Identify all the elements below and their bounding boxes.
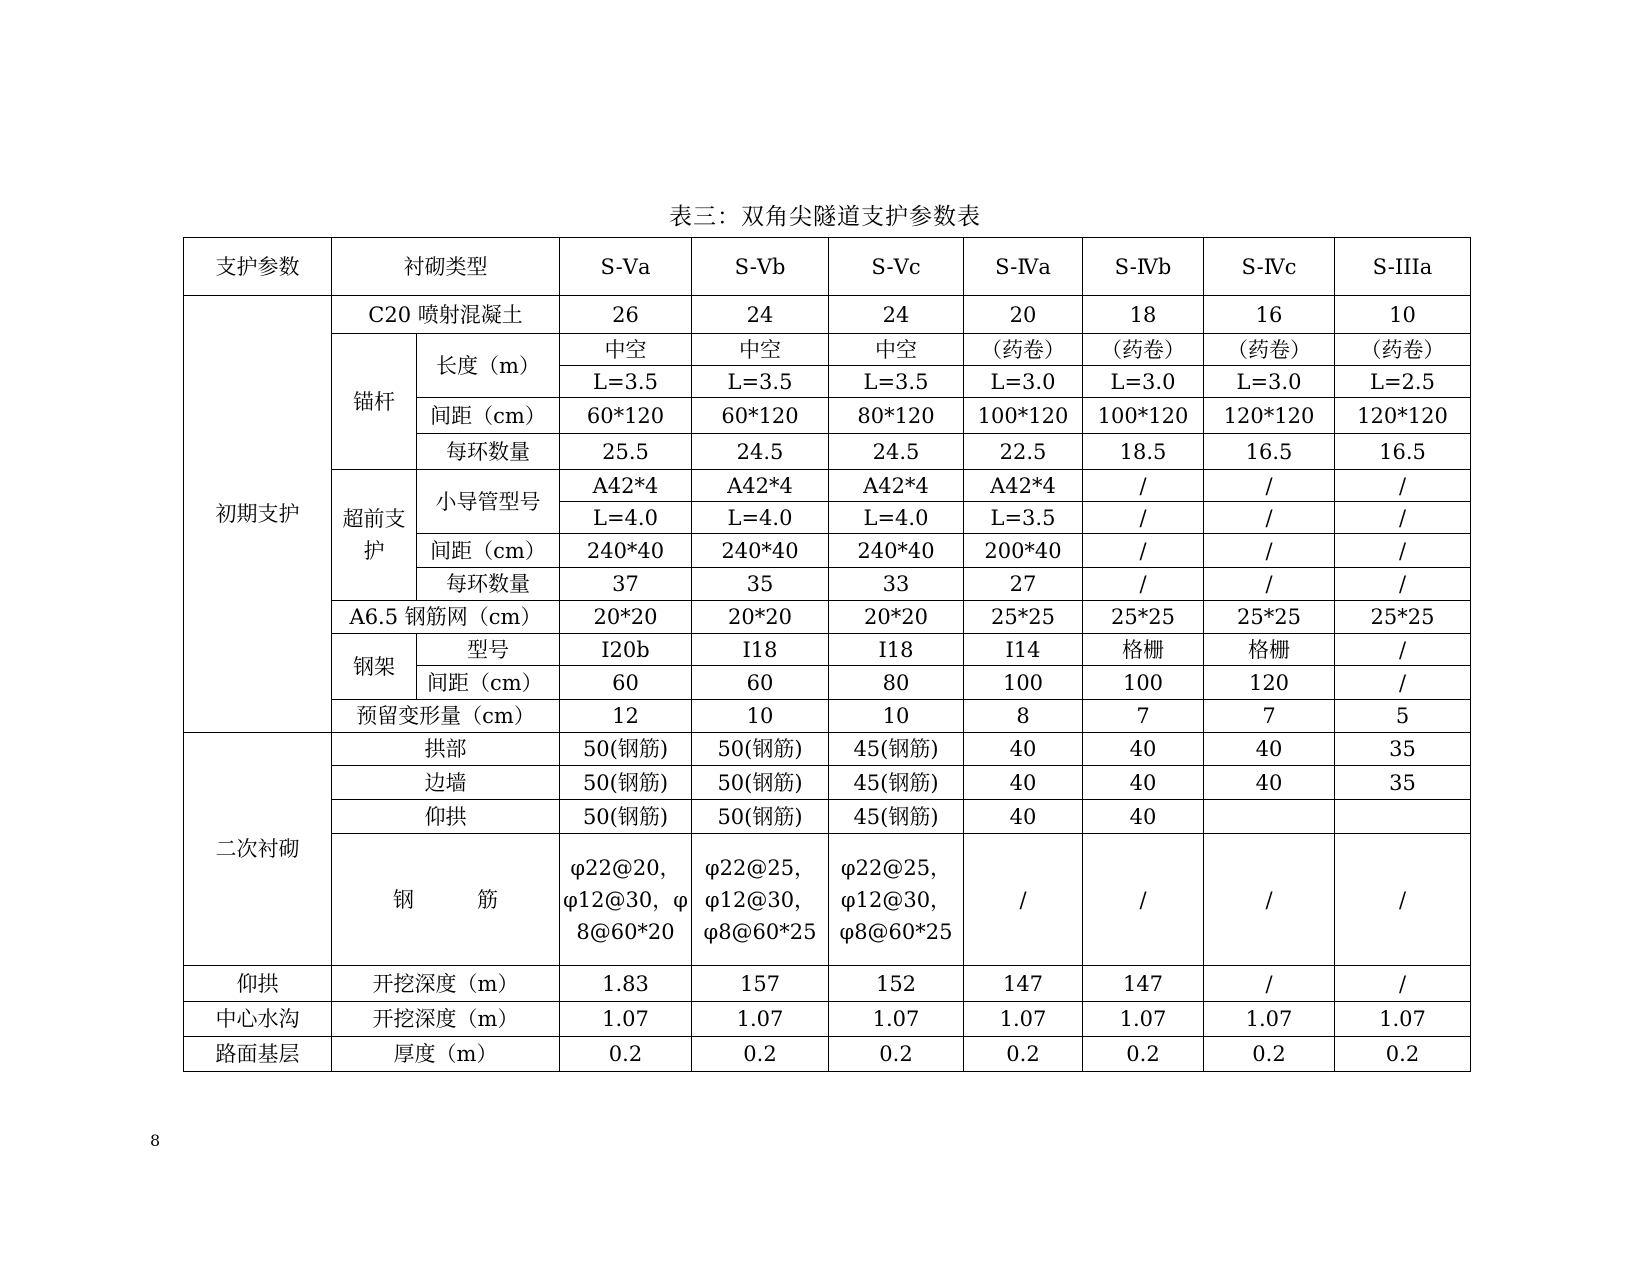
ditch-depth-value: 1.07 xyxy=(692,1002,829,1037)
invert-depth-value: / xyxy=(1335,966,1471,1002)
anchor-length-label: 长度（m） xyxy=(417,334,560,398)
table-row xyxy=(184,470,1471,502)
side-wall-value: 50(钢筋) xyxy=(692,766,829,800)
anchor-count-value: 16.5 xyxy=(1335,434,1471,470)
table-row xyxy=(184,296,1471,334)
side-wall-value: 35 xyxy=(1335,766,1471,800)
table-row xyxy=(184,334,1471,366)
anchor-spacing-value: 100*120 xyxy=(964,398,1083,434)
page-number: 8 xyxy=(150,1131,161,1150)
deformation-value: 10 xyxy=(692,700,829,733)
rebar-value: / xyxy=(1204,834,1335,966)
pipe-length-value: / xyxy=(1204,502,1335,534)
base-row-label: 路面基层 xyxy=(184,1037,332,1072)
mesh-label: A6.5 钢筋网（cm） xyxy=(332,601,560,634)
invert-depth-value: 1.83 xyxy=(560,966,692,1002)
table-row xyxy=(184,1037,1471,1072)
header-param: 支护参数 xyxy=(184,238,332,296)
rebar-value: / xyxy=(964,834,1083,966)
advance-count-value: 27 xyxy=(964,568,1083,601)
ditch-depth-value: 1.07 xyxy=(560,1002,692,1037)
table-title: 表三：双角尖隧道支护参数表 xyxy=(669,204,981,230)
shotcrete-value: 24 xyxy=(829,296,964,334)
shotcrete-value: 10 xyxy=(1335,296,1471,334)
advance-support-label: 超前支护 xyxy=(332,470,417,601)
header-lining-type: 衬砌类型 xyxy=(332,238,560,296)
deformation-label: 预留变形量（cm） xyxy=(332,700,560,733)
advance-count-value: 33 xyxy=(829,568,964,601)
arch-label: 拱部 xyxy=(332,733,560,766)
advance-spacing-value: / xyxy=(1083,534,1204,568)
invert-value: 40 xyxy=(964,800,1083,834)
anchor-length-type: （药卷） xyxy=(964,334,1083,366)
shotcrete-value: 18 xyxy=(1083,296,1204,334)
advance-count-value: / xyxy=(1335,568,1471,601)
steel-frame-spacing-label: 间距（cm） xyxy=(417,666,560,700)
anchor-spacing-value: 80*120 xyxy=(829,398,964,434)
anchor-count-value: 25.5 xyxy=(560,434,692,470)
invert-depth-value: 152 xyxy=(829,966,964,1002)
ditch-depth-label: 开挖深度（m） xyxy=(332,1002,560,1037)
invert-value xyxy=(1204,800,1335,834)
table-row xyxy=(184,966,1471,1002)
steel-frame-spacing-value: 120 xyxy=(1204,666,1335,700)
anchor-count-value: 16.5 xyxy=(1204,434,1335,470)
anchor-spacing-value: 60*120 xyxy=(692,398,829,434)
ditch-depth-value: 1.07 xyxy=(1083,1002,1204,1037)
table-row xyxy=(184,834,1471,966)
anchor-label: 锚杆 xyxy=(332,334,417,470)
side-wall-value: 40 xyxy=(964,766,1083,800)
steel-frame-spacing-value: 60 xyxy=(560,666,692,700)
table-row xyxy=(184,800,1471,834)
advance-count-value: / xyxy=(1083,568,1204,601)
invert-depth-label: 开挖深度（m） xyxy=(332,966,560,1002)
steel-frame-type-value: / xyxy=(1335,634,1471,666)
invert-label: 仰拱 xyxy=(332,800,560,834)
anchor-length-value: L=3.0 xyxy=(1204,366,1335,398)
rebar-value: φ22@25，φ12@30，φ8@60*25 xyxy=(829,834,964,966)
steel-frame-type-label: 型号 xyxy=(417,634,560,666)
anchor-length-value: L=3.0 xyxy=(1083,366,1204,398)
header-type: S-Ⅴa xyxy=(560,238,692,296)
deformation-value: 12 xyxy=(560,700,692,733)
rebar-label: 钢 筋 xyxy=(332,834,560,966)
advance-spacing-value: 240*40 xyxy=(829,534,964,568)
rebar-value: φ22@25，φ12@30，φ8@60*25 xyxy=(692,834,829,966)
advance-count-label: 每环数量 xyxy=(417,568,560,601)
arch-value: 40 xyxy=(964,733,1083,766)
mesh-value: 25*25 xyxy=(1335,601,1471,634)
pipe-type-value: / xyxy=(1335,470,1471,502)
initial-support-label: 初期支护 xyxy=(184,296,332,733)
anchor-spacing-value: 120*120 xyxy=(1335,398,1471,434)
base-thickness-value: 0.2 xyxy=(692,1037,829,1072)
deformation-value: 5 xyxy=(1335,700,1471,733)
advance-count-value: 35 xyxy=(692,568,829,601)
anchor-count-value: 18.5 xyxy=(1083,434,1204,470)
advance-spacing-value: 240*40 xyxy=(560,534,692,568)
anchor-spacing-value: 60*120 xyxy=(560,398,692,434)
pipe-length-value: L=4.0 xyxy=(829,502,964,534)
shotcrete-value: 20 xyxy=(964,296,1083,334)
invert-value xyxy=(1335,800,1471,834)
pipe-type-value: A42*4 xyxy=(692,470,829,502)
header-type: S-Ⅳb xyxy=(1083,238,1204,296)
pipe-type-value: A42*4 xyxy=(829,470,964,502)
pipe-length-value: / xyxy=(1083,502,1204,534)
steel-frame-type-value: 格栅 xyxy=(1083,634,1204,666)
anchor-count-value: 24.5 xyxy=(829,434,964,470)
anchor-spacing-value: 120*120 xyxy=(1204,398,1335,434)
advance-spacing-label: 间距（cm） xyxy=(417,534,560,568)
steel-frame-spacing-value: 100 xyxy=(964,666,1083,700)
table-row xyxy=(184,733,1471,766)
base-thickness-value: 0.2 xyxy=(560,1037,692,1072)
invert-value: 50(钢筋) xyxy=(560,800,692,834)
anchor-length-value: L=3.5 xyxy=(829,366,964,398)
anchor-spacing-value: 100*120 xyxy=(1083,398,1204,434)
ditch-row-label: 中心水沟 xyxy=(184,1002,332,1037)
base-thickness-value: 0.2 xyxy=(964,1037,1083,1072)
advance-spacing-value: / xyxy=(1335,534,1471,568)
pipe-length-value: L=4.0 xyxy=(692,502,829,534)
pipe-type-label: 小导管型号 xyxy=(417,470,560,534)
invert-depth-value: 157 xyxy=(692,966,829,1002)
side-wall-value: 50(钢筋) xyxy=(560,766,692,800)
mesh-value: 25*25 xyxy=(1083,601,1204,634)
advance-spacing-value: 200*40 xyxy=(964,534,1083,568)
side-wall-value: 40 xyxy=(1204,766,1335,800)
base-thickness-value: 0.2 xyxy=(1204,1037,1335,1072)
header-type: S-Ⅴb xyxy=(692,238,829,296)
anchor-length-type: 中空 xyxy=(829,334,964,366)
invert-depth-value: 147 xyxy=(1083,966,1204,1002)
advance-count-value: / xyxy=(1204,568,1335,601)
ditch-depth-value: 1.07 xyxy=(1335,1002,1471,1037)
side-wall-value: 40 xyxy=(1083,766,1204,800)
anchor-spacing-label: 间距（cm） xyxy=(417,398,560,434)
arch-value: 40 xyxy=(1083,733,1204,766)
steel-frame-spacing-value: 80 xyxy=(829,666,964,700)
support-parameter-table xyxy=(183,237,1471,1072)
pipe-type-value: A42*4 xyxy=(964,470,1083,502)
ditch-depth-value: 1.07 xyxy=(964,1002,1083,1037)
header-type: S-Ⅴc xyxy=(829,238,964,296)
anchor-length-type: （药卷） xyxy=(1204,334,1335,366)
pipe-type-value: / xyxy=(1083,470,1204,502)
shotcrete-value: 26 xyxy=(560,296,692,334)
pipe-type-value: A42*4 xyxy=(560,470,692,502)
deformation-value: 10 xyxy=(829,700,964,733)
deformation-value: 8 xyxy=(964,700,1083,733)
side-wall-label: 边墙 xyxy=(332,766,560,800)
rebar-value: / xyxy=(1335,834,1471,966)
anchor-length-value: L=3.5 xyxy=(560,366,692,398)
mesh-value: 20*20 xyxy=(560,601,692,634)
invert-row-label: 仰拱 xyxy=(184,966,332,1002)
secondary-lining-label: 二次衬砌 xyxy=(184,733,332,966)
shotcrete-value: 24 xyxy=(692,296,829,334)
advance-spacing-value: 240*40 xyxy=(692,534,829,568)
base-thickness-value: 0.2 xyxy=(1335,1037,1471,1072)
header-type: S-IIIa xyxy=(1335,238,1471,296)
anchor-length-type: 中空 xyxy=(692,334,829,366)
pipe-length-value: / xyxy=(1335,502,1471,534)
invert-value: 40 xyxy=(1083,800,1204,834)
steel-frame-label: 钢架 xyxy=(332,634,417,700)
table-row xyxy=(184,601,1471,634)
mesh-value: 20*20 xyxy=(829,601,964,634)
steel-frame-type-value: 格栅 xyxy=(1204,634,1335,666)
advance-spacing-value: / xyxy=(1204,534,1335,568)
table-row xyxy=(184,1002,1471,1037)
shotcrete-value: 16 xyxy=(1204,296,1335,334)
pipe-length-value: L=3.5 xyxy=(964,502,1083,534)
base-thickness-value: 0.2 xyxy=(1083,1037,1204,1072)
side-wall-value: 45(钢筋) xyxy=(829,766,964,800)
deformation-value: 7 xyxy=(1083,700,1204,733)
mesh-value: 25*25 xyxy=(1204,601,1335,634)
mesh-value: 20*20 xyxy=(692,601,829,634)
header-type: S-Ⅳa xyxy=(964,238,1083,296)
steel-frame-spacing-value: / xyxy=(1335,666,1471,700)
anchor-count-value: 24.5 xyxy=(692,434,829,470)
anchor-length-value: L=2.5 xyxy=(1335,366,1471,398)
anchor-count-label: 每环数量 xyxy=(417,434,560,470)
steel-frame-spacing-value: 100 xyxy=(1083,666,1204,700)
arch-value: 40 xyxy=(1204,733,1335,766)
shotcrete-label: C20 喷射混凝土 xyxy=(332,296,560,334)
steel-frame-type-value: I14 xyxy=(964,634,1083,666)
ditch-depth-value: 1.07 xyxy=(1204,1002,1335,1037)
invert-value: 50(钢筋) xyxy=(692,800,829,834)
table-row xyxy=(184,700,1471,733)
mesh-value: 25*25 xyxy=(964,601,1083,634)
anchor-count-value: 22.5 xyxy=(964,434,1083,470)
pipe-type-value: / xyxy=(1204,470,1335,502)
base-thickness-label: 厚度（m） xyxy=(332,1037,560,1072)
invert-depth-value: 147 xyxy=(964,966,1083,1002)
anchor-length-type: （药卷） xyxy=(1335,334,1471,366)
steel-frame-type-value: I18 xyxy=(829,634,964,666)
anchor-length-type: （药卷） xyxy=(1083,334,1204,366)
base-thickness-value: 0.2 xyxy=(829,1037,964,1072)
anchor-length-type: 中空 xyxy=(560,334,692,366)
steel-frame-type-value: I18 xyxy=(692,634,829,666)
anchor-length-value: L=3.0 xyxy=(964,366,1083,398)
steel-frame-type-value: I20b xyxy=(560,634,692,666)
rebar-value: / xyxy=(1083,834,1204,966)
deformation-value: 7 xyxy=(1204,700,1335,733)
advance-count-value: 37 xyxy=(560,568,692,601)
header-type: S-Ⅳc xyxy=(1204,238,1335,296)
pipe-length-value: L=4.0 xyxy=(560,502,692,534)
invert-value: 45(钢筋) xyxy=(829,800,964,834)
ditch-depth-value: 1.07 xyxy=(829,1002,964,1037)
rebar-value: φ22@20，φ12@30，φ 8@60*20 xyxy=(560,834,692,966)
table-row xyxy=(184,238,1471,296)
arch-value: 50(钢筋) xyxy=(692,733,829,766)
steel-frame-spacing-value: 60 xyxy=(692,666,829,700)
table-row xyxy=(184,766,1471,800)
invert-depth-value: / xyxy=(1204,966,1335,1002)
arch-value: 45(钢筋) xyxy=(829,733,964,766)
table-row xyxy=(184,634,1471,666)
arch-value: 50(钢筋) xyxy=(560,733,692,766)
arch-value: 35 xyxy=(1335,733,1471,766)
anchor-length-value: L=3.5 xyxy=(692,366,829,398)
